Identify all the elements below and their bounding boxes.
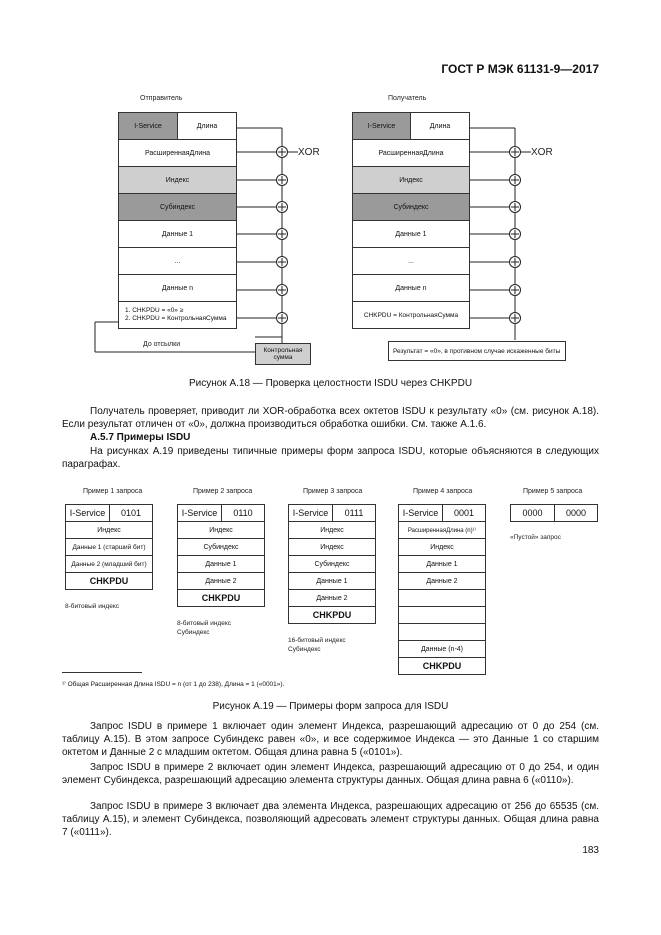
standard-header: ГОСТ Р МЭК 61131-9—2017 <box>441 62 599 76</box>
ex4-title: Пример 4 запроса <box>413 488 473 495</box>
ex2-note1: 8-битовый индекс <box>177 620 232 627</box>
paragraph-example3: Запрос ISDU в примере 3 включает два элемента Индекса, разрешающих адресацию от 256 до 65535 (см. таблицу А.15), и элемент Субиндекса, позволяющий адресовать элемент структуры данных. Общая длина равна 7 («0111»). <box>62 801 599 838</box>
receiver-index: Индекс <box>352 166 470 194</box>
ex4-datan: Данные (n-4) <box>398 640 486 658</box>
figure-a19-caption: Рисунок А.19 — Примеры форм запроса для ISDU <box>212 701 449 712</box>
ex2-title: Пример 2 запроса <box>193 488 253 495</box>
paragraph-example1: Запрос ISDU в примере 1 включает один элемент Индекса, разрешающий адресацию от 0 до 254 (см. таблицу А.15). В этом запросе Субиндекс равен «0», и все содержимое Индекса — это Данные 1 со старшим октетом и Данные 2 с младшим октетом. Общая длина равна 5 («0101»). <box>62 721 599 758</box>
receiver-iservice: I-Service <box>352 112 411 140</box>
ex2-chkpdu: CHKPDU <box>177 589 265 607</box>
receiver-chk: CHKPDU = КонтрольнаяСумма <box>352 301 470 329</box>
ex1-index: Индекс <box>65 521 153 539</box>
checksum-box: Контрольная сумма <box>255 343 311 365</box>
ex4-empty2 <box>398 606 486 624</box>
ex2-subindex: Субиндекс <box>177 538 265 556</box>
receiver-dots: ... <box>352 247 470 275</box>
ex1-title: Пример 1 запроса <box>83 488 143 495</box>
sender-dots: ... <box>118 247 237 275</box>
ex2-data2: Данные 2 <box>177 572 265 590</box>
result-box: Результат = «0», в противном случае искаженные биты <box>388 341 566 361</box>
page-number: 183 <box>582 845 599 856</box>
ex4-empty1 <box>398 589 486 607</box>
ex3-data1: Данные 1 <box>288 572 376 590</box>
ex2-code: 0110 <box>221 504 265 522</box>
ex2-note2: Субиндекс <box>177 629 210 636</box>
ex4-code: 0001 <box>442 504 486 522</box>
ex5-code2: 0000 <box>554 504 598 522</box>
ex4-empty3 <box>398 623 486 641</box>
ex2-index: Индекс <box>177 521 265 539</box>
ex3-index2: Индекс <box>288 538 376 556</box>
paragraph-examples-intro: На рисунках А.19 приведены типичные примеры форм запроса ISDU, которые объясняются в следующих параграфах. <box>62 446 599 470</box>
xor-label-receiver: XOR <box>531 147 553 158</box>
ex3-subindex: Субиндекс <box>288 555 376 573</box>
ex4-index: Индекс <box>398 538 486 556</box>
sender-datan: Данные n <box>118 274 237 302</box>
ex1-data1: Данные 1 (старший бит) <box>65 538 153 556</box>
sender-iservice: I-Service <box>118 112 178 140</box>
figure-a18-caption: Рисунок А.18 — Проверка целостности ISDU через CHKPDU <box>188 378 473 389</box>
ex1-chkpdu: CHKPDU <box>65 572 153 590</box>
receiver-datan: Данные n <box>352 274 470 302</box>
sender-label: Отправитель <box>140 95 183 102</box>
ex1-note: 8-битовый индекс <box>65 603 120 610</box>
ex4-data1: Данные 1 <box>398 555 486 573</box>
ex4-chkpdu: CHKPDU <box>398 657 486 675</box>
ex3-note1: 16-битовый индекс <box>288 637 346 644</box>
footnote: ¹⁾ Общая Расширенная Длина ISDU = n (от 1 до 238), Длина = 1 («0001»). <box>62 681 285 688</box>
ex5-code1: 0000 <box>510 504 555 522</box>
ex1-iservice: I-Service <box>65 504 110 522</box>
receiver-label: Получатель <box>388 95 427 102</box>
before-send-label: До отсылки <box>143 341 181 348</box>
sender-index: Индекс <box>118 166 237 194</box>
ex5-title: Пример 5 запроса <box>523 488 583 495</box>
ex2-data1: Данные 1 <box>177 555 265 573</box>
section-heading: А.5.7 Примеры ISDU <box>90 432 191 443</box>
receiver-data1: Данные 1 <box>352 220 470 248</box>
ex2-iservice: I-Service <box>177 504 222 522</box>
sender-chk-line2: 2. CHKPDU = КонтрольнаяСумма <box>125 315 227 322</box>
ex1-code: 0101 <box>109 504 153 522</box>
xor-label-sender: XOR <box>298 147 320 158</box>
sender-chk-line1: 1. CHKPDU = «0» ≥ <box>125 307 184 314</box>
ex3-iservice: I-Service <box>288 504 333 522</box>
ex4-data2: Данные 2 <box>398 572 486 590</box>
receiver-length: Длина <box>410 112 470 140</box>
paragraph-example2: Запрос ISDU в примере 2 включает один элемент Индекса, разрешающий адресацию от 0 до 254, и один элемент Субиндекса, разрешающий адресацию элемента структуры данных. Общая длина равна 6 («0110»). <box>62 762 599 786</box>
paragraph-receiver-check: Получатель проверяет, приводит ли XOR-обработка всех октетов ISDU к результату «0» (см. рисунок А.18). Если результат отличен от «0», должна производиться обработка ошибки. См. также А.1.6. <box>62 406 599 430</box>
sender-chk <box>118 301 237 329</box>
ex3-data2: Данные 2 <box>288 589 376 607</box>
sender-data1: Данные 1 <box>118 220 237 248</box>
receiver-subindex: Субиндекс <box>352 193 470 221</box>
ex1-data2: Данные 2 (младший бит) <box>65 555 153 573</box>
ex3-chkpdu: CHKPDU <box>288 606 376 624</box>
sender-ext-length: РасширеннаяДлина <box>118 139 237 167</box>
ex3-title: Пример 3 запроса <box>303 488 363 495</box>
sender-subindex: Субиндекс <box>118 193 237 221</box>
footnote-rule <box>62 672 142 673</box>
ex4-ext-length: РасширеннаяДлина (n)¹⁾ <box>398 521 486 539</box>
ex3-note2: Субиндекс <box>288 646 321 653</box>
sender-length: Длина <box>177 112 237 140</box>
ex5-note: «Пустой» запрос <box>510 534 561 541</box>
ex3-code: 0111 <box>332 504 376 522</box>
ex4-iservice: I-Service <box>398 504 443 522</box>
receiver-ext-length: РасширеннаяДлина <box>352 139 470 167</box>
ex3-index1: Индекс <box>288 521 376 539</box>
